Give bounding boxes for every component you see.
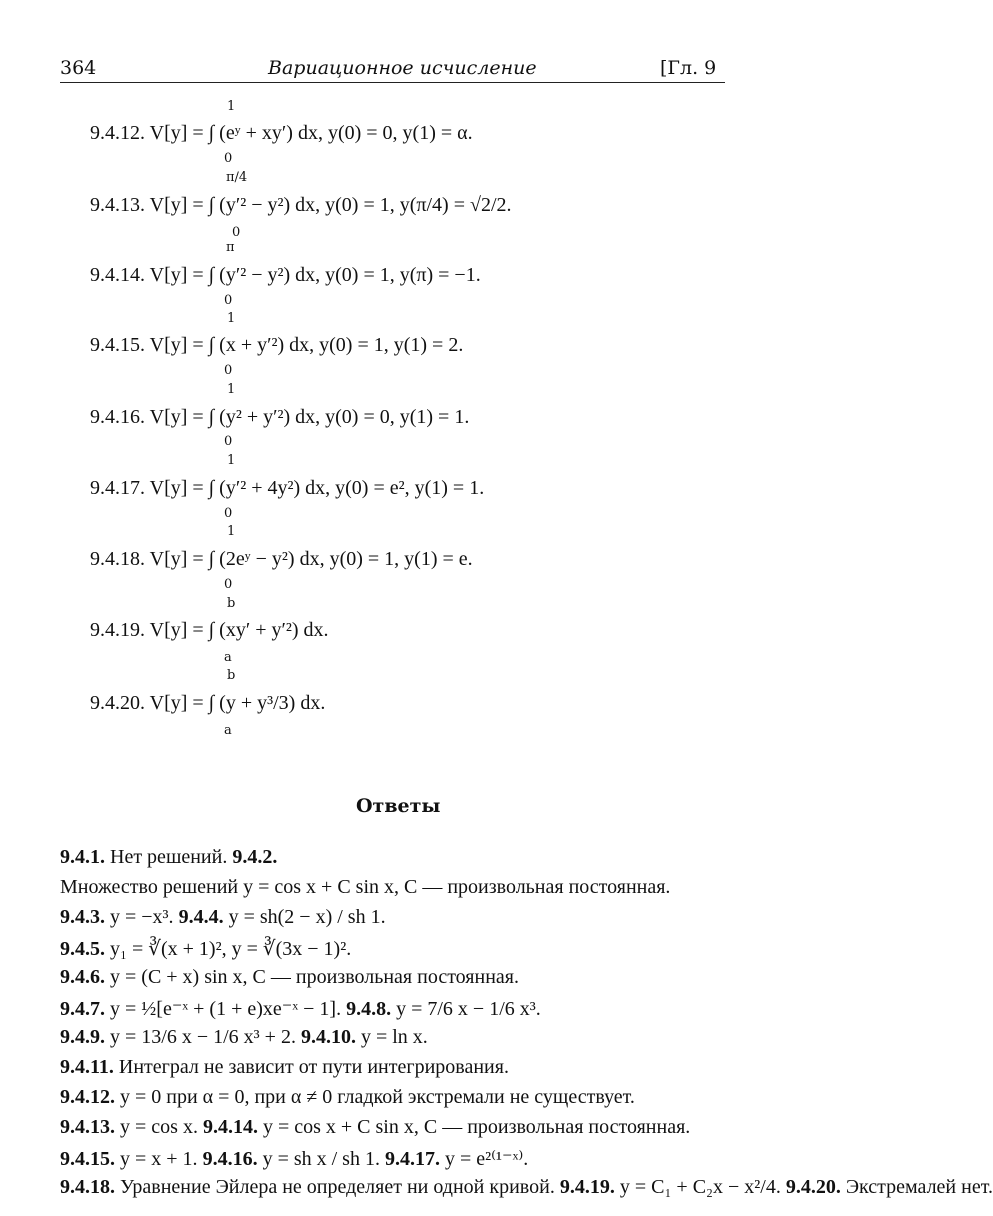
problem-formula: V[y] = ∫ (y′² − y²) dx, y(0) = 1, y(π/4) = √2/2.: [149, 194, 512, 216]
integral-lower-limit: 0: [224, 506, 233, 521]
answer-text: y₁ = ∛(x + 1)², y = ∛(3x − 1)².: [110, 938, 352, 960]
answer-text: Нет решений.: [110, 846, 228, 868]
problem-formula: V[y] = ∫ (y + y³/3) dx.: [149, 692, 326, 714]
problem-number: 9.4.18.: [90, 548, 145, 570]
answer-key: 9.4.7.: [60, 998, 105, 1020]
problem-formula: V[y] = ∫ (x + y′²) dx, y(0) = 1, y(1) = 2.: [149, 334, 464, 356]
integral-upper-limit: 1: [227, 453, 236, 468]
integral-lower-limit: 0: [224, 363, 233, 378]
problem-9-4-13: [90, 194, 512, 217]
integral-upper-limit: b: [227, 596, 236, 611]
answers-heading: Ответы: [356, 795, 441, 817]
answer-key: 9.4.19.: [559, 1176, 615, 1198]
answer-line: [60, 876, 725, 899]
problem-number: 9.4.12.: [90, 122, 145, 144]
answer-key: 9.4.11.: [60, 1056, 114, 1078]
answer-key: 9.4.12.: [60, 1086, 115, 1108]
answer-text: Интеграл не зависит от пути интегрирования.: [118, 1056, 509, 1078]
answer-line: [60, 1146, 725, 1171]
answer-key: 9.4.13.: [60, 1116, 115, 1138]
answer-text: y = e²⁽¹⁻ˣ⁾.: [444, 1148, 529, 1170]
integral-lower-limit: 0: [224, 577, 233, 592]
problem-number: 9.4.15.: [90, 334, 145, 356]
answer-key: 9.4.6.: [60, 966, 105, 988]
answer-text: Множество решений y = cos x + C sin x, C — произвольная постоянная.: [60, 876, 671, 898]
answer-key: 9.4.20.: [785, 1176, 841, 1198]
problem-formula: V[y] = ∫ (eʸ + xy′) dx, y(0) = 0, y(1) = α.: [149, 122, 473, 144]
answer-line: [60, 996, 725, 1021]
answer-text: Экстремалей нет.: [845, 1176, 993, 1198]
problem-9-4-17: [90, 477, 484, 500]
answer-text: y = 13/6 x − 1/6 x³ + 2.: [110, 1026, 296, 1048]
integral-upper-limit: 1: [227, 382, 236, 397]
problem-formula: V[y] = ∫ (y′² + 4y²) dx, y(0) = e², y(1) = 1.: [149, 477, 485, 499]
integral-lower-limit: 0: [224, 151, 233, 166]
answer-line: [60, 906, 725, 929]
integral-lower-limit: 0: [232, 225, 241, 240]
integral-upper-limit: 1: [227, 311, 236, 326]
answer-line: [60, 1026, 725, 1049]
answer-key: 9.4.3.: [60, 906, 105, 928]
answer-text: y = cos x + C sin x, C — произвольная постоянная.: [262, 1116, 691, 1138]
answer-key: 9.4.18.: [60, 1176, 115, 1198]
answer-text: y = 0 при α = 0, при α ≠ 0 гладкой экстремали не существует.: [120, 1086, 635, 1108]
problem-number: 9.4.19.: [90, 619, 145, 641]
running-title: Вариационное исчисление: [268, 57, 537, 79]
answer-text: y = ½[e⁻ˣ + (1 + e)xe⁻ˣ − 1].: [110, 998, 342, 1020]
integral-lower-limit: a: [224, 650, 232, 665]
integral-upper-limit: 1: [227, 524, 236, 539]
integral-lower-limit: 0: [224, 293, 233, 308]
problem-number: 9.4.14.: [90, 264, 145, 286]
answer-line: [60, 1086, 725, 1109]
problem-formula: V[y] = ∫ (y′² − y²) dx, y(0) = 1, y(π) = −1.: [149, 264, 481, 286]
answer-text: y = 7/6 x − 1/6 x³.: [396, 998, 541, 1020]
answer-line: [60, 1056, 725, 1079]
answer-key: 9.4.2.: [232, 846, 278, 868]
integral-upper-limit: b: [227, 668, 236, 683]
answer-line: [60, 1116, 725, 1139]
answer-line: [60, 1176, 993, 1199]
answer-text: y = −x³.: [110, 906, 174, 928]
problem-9-4-15: [90, 334, 463, 357]
answer-key: 9.4.17.: [384, 1148, 440, 1170]
answer-text: y = x + 1.: [120, 1148, 198, 1170]
problem-9-4-19: [90, 619, 329, 642]
problem-formula: V[y] = ∫ (y² + y′²) dx, y(0) = 0, y(1) = 1.: [149, 406, 470, 428]
answer-key: 9.4.10.: [300, 1026, 356, 1048]
answer-text: y = sh x / sh 1.: [262, 1148, 380, 1170]
answer-line: [60, 936, 725, 961]
integral-upper-limit: π: [226, 240, 235, 255]
problem-number: 9.4.17.: [90, 477, 145, 499]
answer-text: y = ln x.: [360, 1026, 428, 1048]
problem-number: 9.4.16.: [90, 406, 145, 428]
answer-line: [60, 846, 725, 869]
answer-text: y = cos x.: [120, 1116, 198, 1138]
chapter-label: [Гл. 9: [660, 57, 717, 79]
problem-9-4-14: [90, 264, 481, 287]
problem-formula: V[y] = ∫ (2eʸ − y²) dx, y(0) = 1, y(1) = e.: [149, 548, 473, 570]
answer-text: y = C₁ + C₂x − x²/4.: [619, 1176, 781, 1198]
answer-text: Уравнение Эйлера не определяет ни одной кривой.: [120, 1176, 555, 1198]
integral-lower-limit: a: [224, 723, 232, 738]
integral-lower-limit: 0: [224, 434, 233, 449]
problem-number: 9.4.20.: [90, 692, 145, 714]
answer-key: 9.4.8.: [346, 998, 392, 1020]
answer-key: 9.4.14.: [202, 1116, 258, 1138]
answer-key: 9.4.5.: [60, 938, 105, 960]
problem-9-4-18: [90, 548, 473, 571]
header-rule: [60, 82, 725, 83]
page-number: 364: [60, 57, 97, 79]
answer-key: 9.4.16.: [202, 1148, 258, 1170]
answer-key: 9.4.15.: [60, 1148, 115, 1170]
answer-key: 9.4.4.: [178, 906, 224, 928]
answer-key: 9.4.1.: [60, 846, 105, 868]
answer-key: 9.4.9.: [60, 1026, 105, 1048]
answer-text: y = sh(2 − x) / sh 1.: [228, 906, 386, 928]
integral-upper-limit: π/4: [226, 170, 248, 185]
problem-9-4-16: [90, 406, 469, 429]
problem-9-4-12: [90, 122, 473, 145]
problem-number: 9.4.13.: [90, 194, 145, 216]
problem-9-4-20: [90, 692, 325, 715]
integral-upper-limit: 1: [227, 99, 236, 114]
problem-formula: V[y] = ∫ (xy′ + y′²) dx.: [149, 619, 329, 641]
answer-text: y = (C + x) sin x, C — произвольная постоянная.: [110, 966, 519, 988]
answer-line: [60, 966, 725, 989]
